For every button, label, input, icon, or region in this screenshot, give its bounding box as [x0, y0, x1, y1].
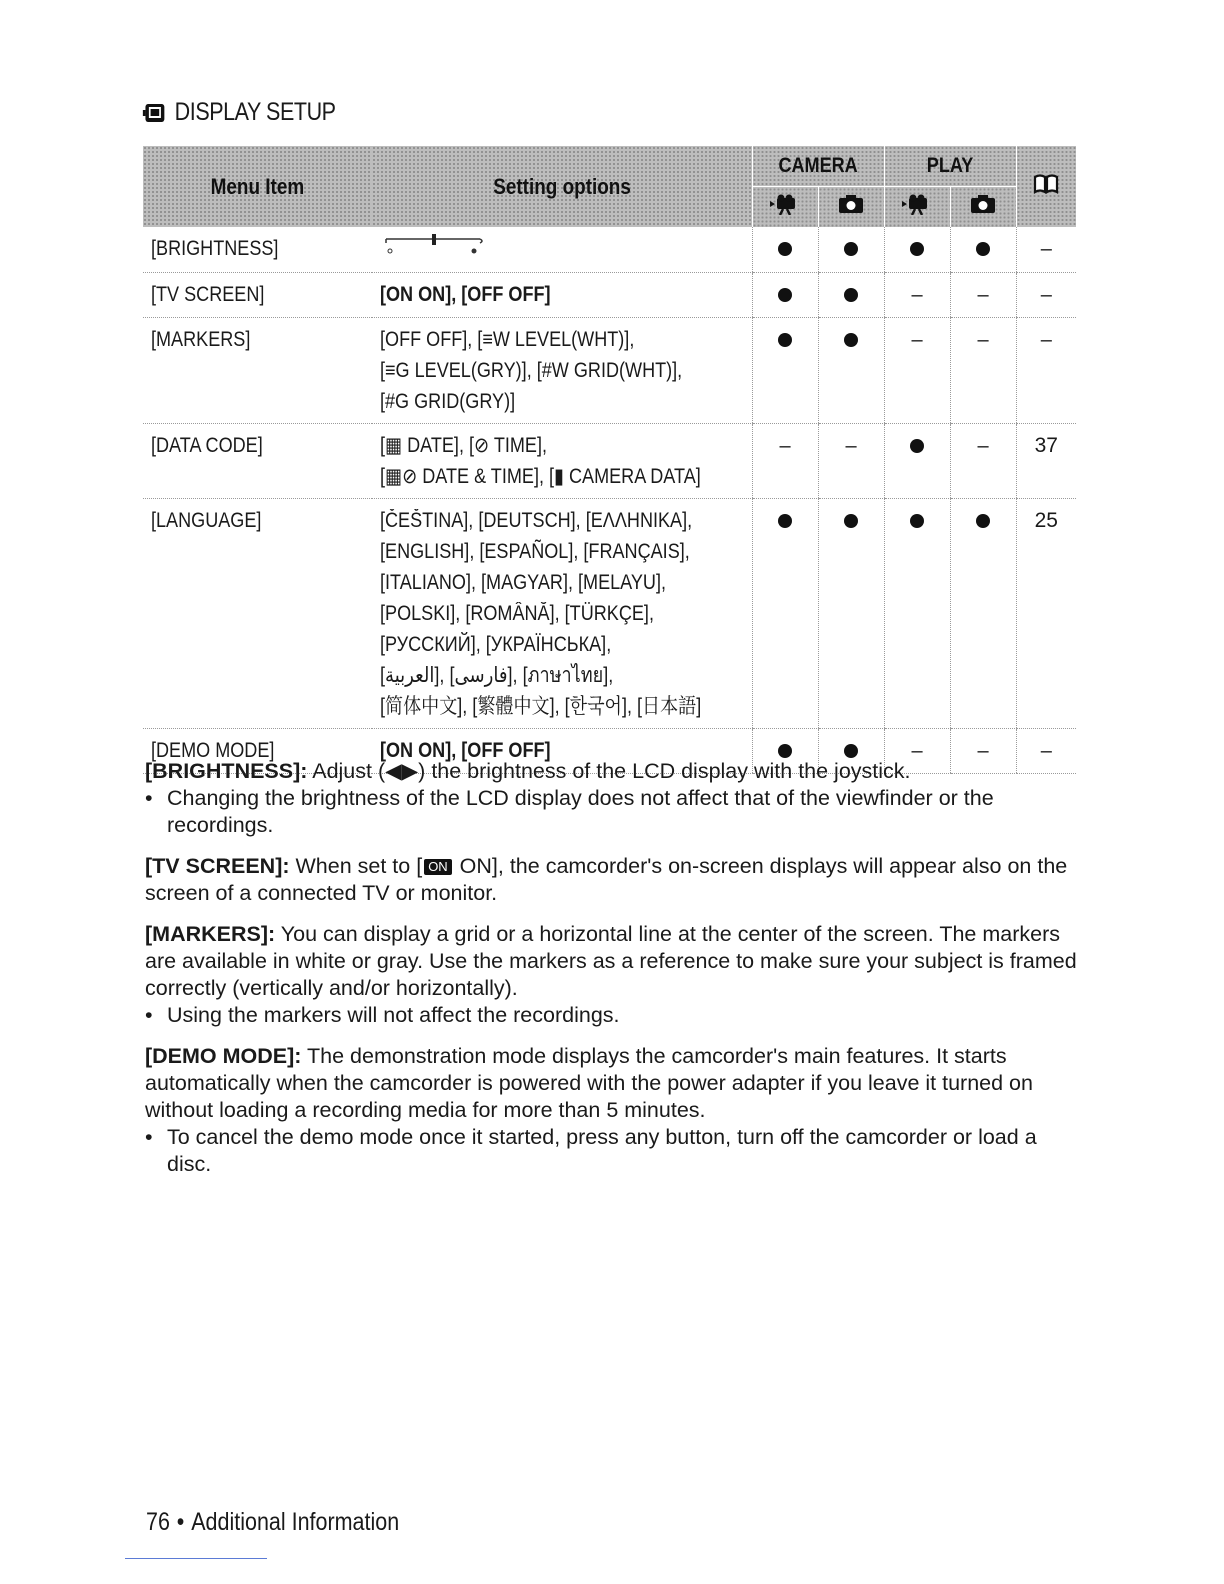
flag-cell — [752, 273, 818, 318]
page-footer — [146, 1508, 399, 1537]
flag-cell: – — [884, 729, 950, 774]
markers-label: [MARKERS]: — [145, 922, 276, 946]
flag-cell: – — [950, 424, 1016, 499]
markers-description: [MARKERS]: You can display a grid or a horizontal line at the center of the screen. The markers are available in white or gray. Use the markers as a reference to make sure your subject is framed correctly (vertically and/or horizontally). • Using the markers will not affect the recordings. — [145, 921, 1085, 1029]
row-item: [BRIGHTNESS] — [143, 227, 372, 273]
page-ref: 37 — [1016, 424, 1076, 499]
header-play-movie — [884, 187, 950, 228]
row-options: [ČEŠTINA], [DEUTSCH], [ΕΛΛΗΝΙΚΑ], [ENGLISH], [ESPAÑOL], [FRANÇAIS], [ITALIANO], [MAGYAR], [MELAYU], [POLSKI], [ROMÂNĂ], [TÜRKÇE], [РУССКИЙ], [УКРАЇНСЬКА], [العربية], [فارسی], [ภาษาไทย], [简体中文], [繁體中文], [한국어], [日本語] — [372, 499, 752, 729]
list-item: • Changing the brightness of the LCD display does not affect that of the viewfinder or the recordings. — [145, 786, 994, 837]
footer-divider — [125, 1558, 267, 1559]
header-play-photo — [950, 187, 1016, 228]
page-number: 76 — [146, 1508, 170, 1536]
on-badge-icon: ON — [424, 859, 452, 875]
table-row — [143, 318, 1076, 424]
row-options: [ON ON], [OFF OFF] — [372, 729, 752, 774]
row-item: [TV SCREEN] — [143, 273, 372, 318]
flag-cell: – — [818, 424, 884, 499]
brightness-description — [145, 758, 1085, 839]
page-ref: 25 — [1016, 499, 1076, 729]
flag-cell: – — [950, 318, 1016, 424]
row-item: [LANGUAGE] — [143, 499, 372, 729]
flag-cell: – — [1016, 729, 1076, 774]
flag-cell: – — [1016, 318, 1076, 424]
photo-icon — [836, 193, 866, 215]
section-heading — [142, 98, 336, 127]
flag-cell: – — [1016, 227, 1076, 273]
table-row — [143, 424, 1076, 499]
row-options: [ON ON], [OFF OFF] — [372, 273, 752, 318]
row-options — [372, 227, 752, 273]
flag-cell — [752, 318, 818, 424]
flag-cell — [752, 499, 818, 729]
header-camera-photo — [818, 187, 884, 228]
photo-icon — [968, 193, 998, 215]
row-item: [DATA CODE] — [143, 424, 372, 499]
section-title: DISPLAY SETUP — [174, 98, 336, 126]
flag-cell — [818, 318, 884, 424]
header-play: PLAY — [884, 146, 1016, 187]
flag-cell — [884, 499, 950, 729]
demo-mode-description: [DEMO MODE]: The demonstration mode displays the camcorder's main features. It starts automatically when the camcorder is powered with the power adapter if you leave it turned on without loading a recording media for more than 5 minutes. • To cancel the demo mode once it started, press any button, turn off the camcorder or load a disc. — [145, 1043, 1085, 1178]
header-camera-movie — [752, 187, 818, 228]
header-menu-item: Menu Item — [143, 146, 372, 227]
flag-cell — [818, 499, 884, 729]
list-item: • To cancel the demo mode once it started, press any button, turn off the camcorder or load a disc. — [145, 1125, 1037, 1176]
table-row — [143, 227, 1076, 273]
tv-screen-description: [TV SCREEN]: When set to [ ON ON], the camcorder's on-screen displays will appear also on the screen of a connected TV or monitor. — [145, 854, 1068, 905]
flag-cell: – — [752, 424, 818, 499]
flag-cell: – — [950, 729, 1016, 774]
flag-cell — [818, 227, 884, 273]
tv-screen-label: [TV SCREEN]: — [145, 854, 290, 878]
flag-cell — [884, 424, 950, 499]
list-item: • Using the markers will not affect the recordings. — [145, 1003, 620, 1027]
brightness-slider-icon — [380, 233, 490, 257]
book-icon — [1033, 173, 1059, 195]
flag-cell: – — [884, 273, 950, 318]
flag-cell — [884, 227, 950, 273]
flag-cell — [752, 227, 818, 273]
flag-cell — [950, 227, 1016, 273]
flag-cell — [950, 499, 1016, 729]
row-item: [DEMO MODE] — [143, 729, 372, 774]
header-setting-options: Setting options — [372, 146, 752, 227]
flag-cell: – — [884, 318, 950, 424]
display-setup-icon — [142, 101, 168, 125]
row-options: [OFF OFF], [≡W LEVEL(WHT)], [≡G LEVEL(GRY)], [#W GRID(WHT)], [#G GRID(GRY)] — [372, 318, 752, 424]
footer-separator: • — [176, 1508, 185, 1536]
table-row — [143, 273, 1076, 318]
header-book — [1016, 146, 1076, 227]
flag-cell — [818, 273, 884, 318]
brightness-text: Adjust (◀▶) the brightness of the LCD display with the joystick. — [307, 759, 911, 783]
movie-icon — [768, 193, 802, 215]
header-camera: CAMERA — [752, 146, 884, 187]
footer-section: Additional Information — [191, 1508, 400, 1536]
table-row — [143, 499, 1076, 729]
display-setup-table — [143, 146, 1076, 774]
brightness-label: [BRIGHTNESS]: — [145, 759, 308, 783]
flag-cell: – — [950, 273, 1016, 318]
flag-cell: – — [1016, 273, 1076, 318]
row-item: [MARKERS] — [143, 318, 372, 424]
demo-mode-label: [DEMO MODE]: — [145, 1044, 302, 1068]
row-options: [▦ DATE], [⊘ TIME], [▦⊘ DATE & TIME], [▮ CAMERA DATA] — [372, 424, 752, 499]
movie-icon — [900, 193, 934, 215]
